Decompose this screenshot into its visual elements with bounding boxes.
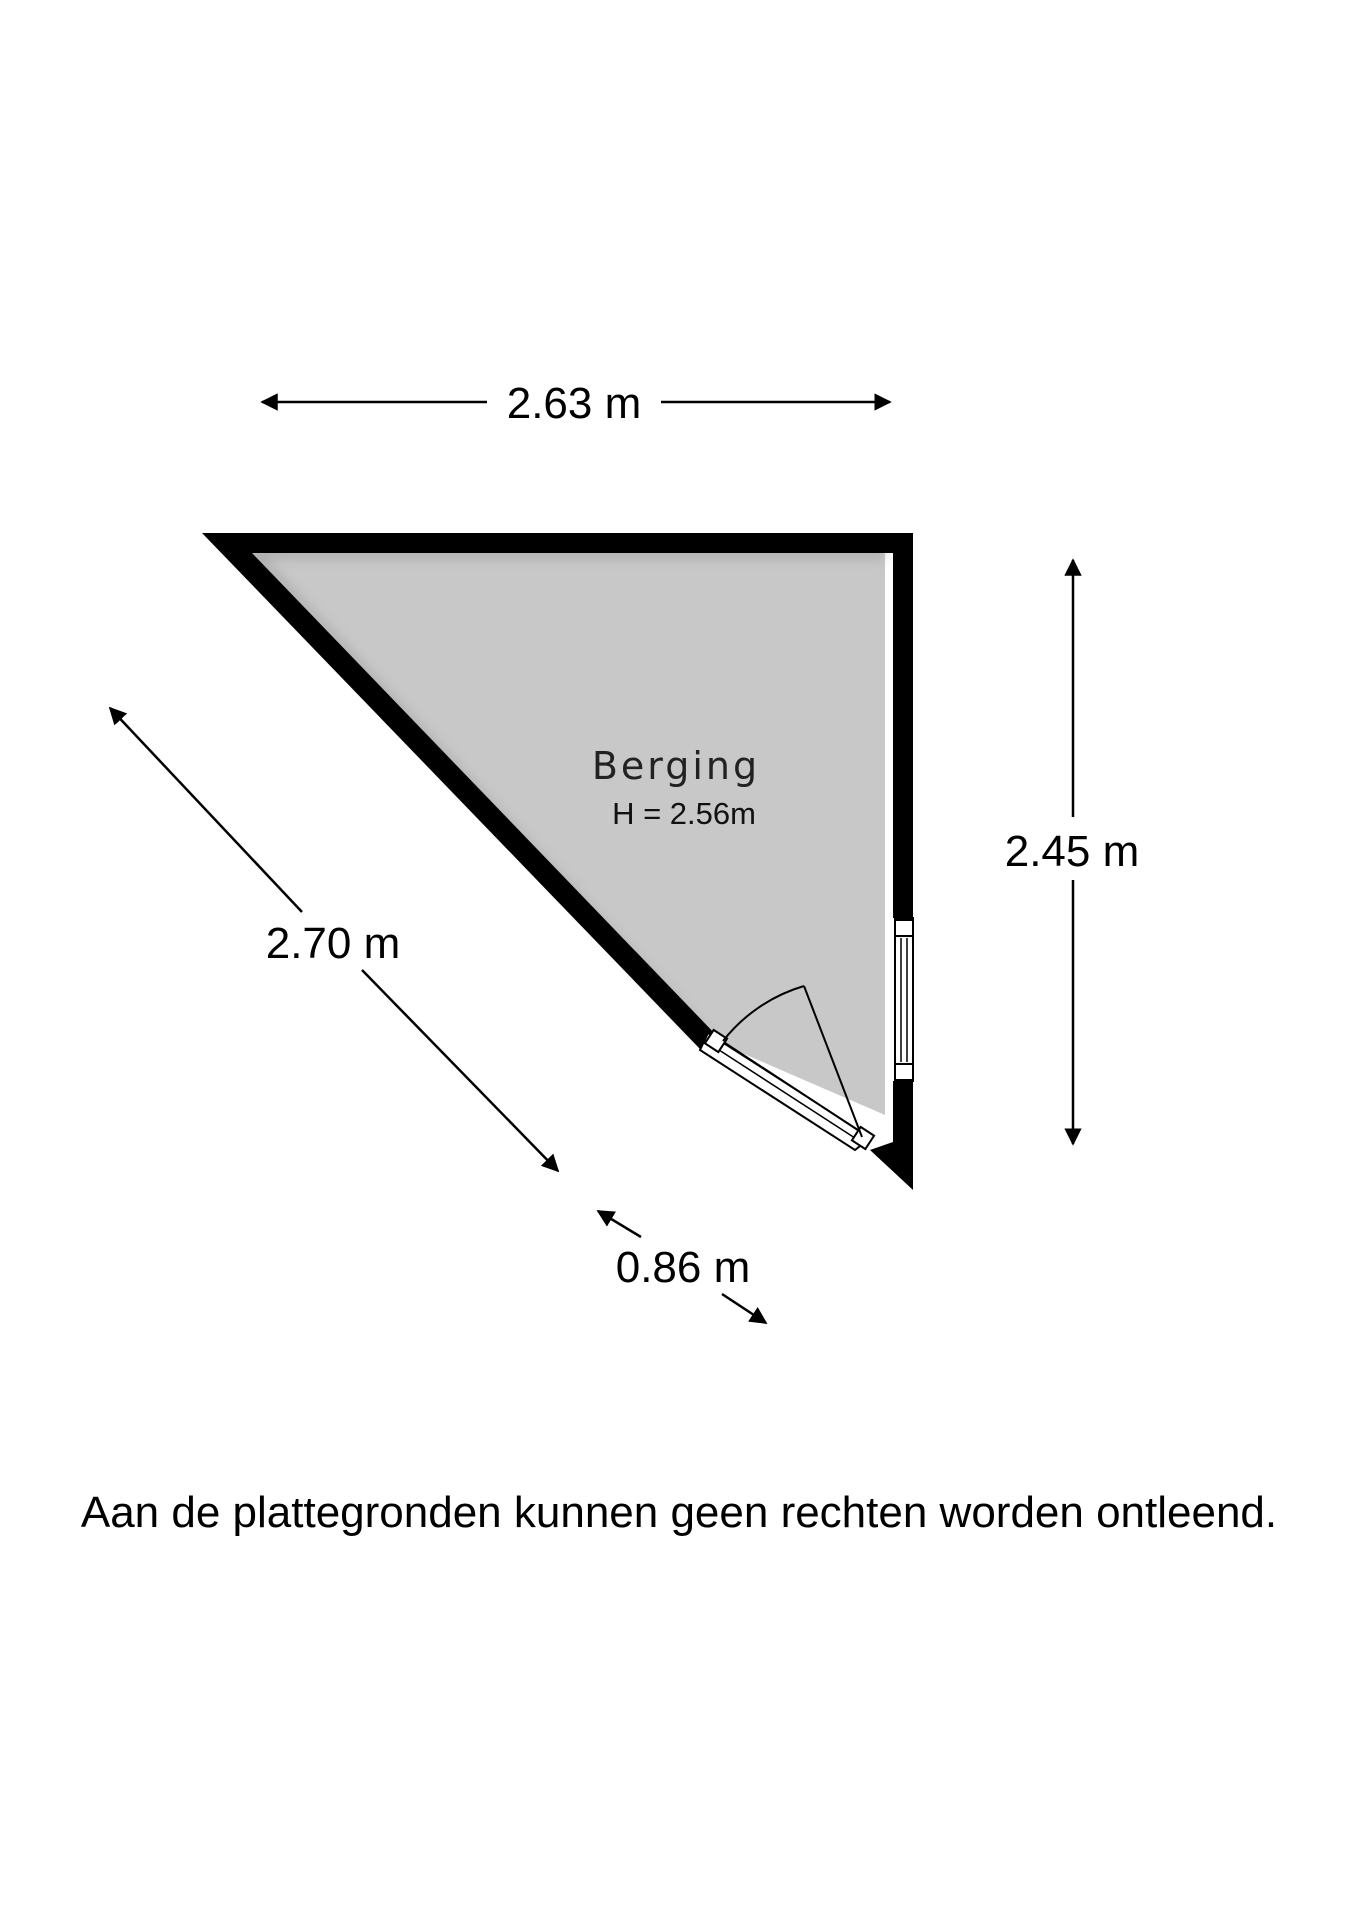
dimension-top <box>262 379 890 428</box>
dimension-right-label: 2.45 m <box>1004 827 1140 876</box>
dimension-door-label: 0.86 m <box>615 1243 751 1292</box>
room-floor <box>252 553 885 1115</box>
disclaimer-text: Aan de plattegronden kunnen geen rechten worden ontleend. <box>80 1488 1278 1537</box>
room-name: Berging <box>591 744 761 788</box>
room-height: H = 2.56m <box>612 796 756 831</box>
dimension-right <box>1005 560 1140 1144</box>
dimension-diagonal-label: 2.70 m <box>265 919 401 968</box>
dimension-door <box>598 1211 766 1323</box>
window <box>895 918 913 1081</box>
dimension-top-label: 2.63 m <box>506 379 642 428</box>
